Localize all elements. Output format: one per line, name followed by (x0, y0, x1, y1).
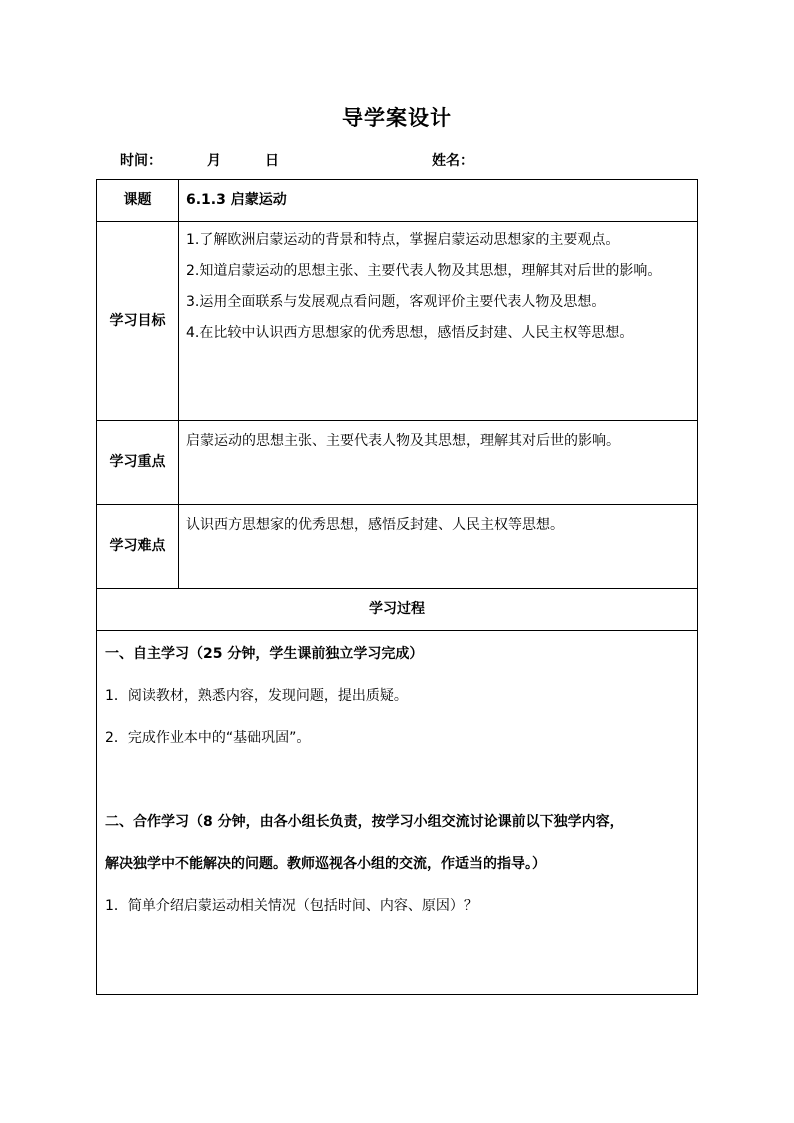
month-label: 月 (207, 153, 221, 169)
objective-item: 4.在比较中认识西方思想家的优秀思想，感悟反封建、人民主权等思想。 (186, 325, 634, 341)
topic-row (97, 180, 698, 222)
objective-item: 3.运用全面联系与发展观点看问题，客观评价主要代表人物及思想。 (186, 294, 606, 310)
day-label: 日 (265, 153, 279, 169)
page-title: 导学案设计 (342, 106, 452, 130)
section-2-title-line-1: 二、合作学习（8 分钟，由各小组长负责，按学习小组交流讨论课前以下独学内容， (105, 814, 624, 830)
section-1-title: 一、自主学习（25 分钟，学生课前独立学习完成） (105, 646, 424, 662)
process-body-row (97, 631, 698, 995)
process-body (97, 631, 698, 995)
objective-item: 1.了解欧洲启蒙运动的背景和特点，掌握启蒙运动思想家的主要观点。 (186, 232, 620, 248)
key-points-row (97, 421, 698, 505)
objectives-row (97, 222, 698, 421)
key-points-content: 启蒙运动的思想主张、主要代表人物及其思想，理解其对后世的影响。 (179, 421, 698, 505)
process-header-row (97, 589, 698, 631)
time-label: 时间： (120, 153, 162, 169)
blank-line (105, 759, 691, 801)
difficulties-label: 学习难点 (97, 505, 179, 589)
key-points-label: 学习重点 (97, 421, 179, 505)
section-1-item: 2．完成作业本中的“基础巩固”。 (105, 730, 311, 746)
objective-item: 2.知道启蒙运动的思想主张、主要代表人物及其思想，理解其对后世的影响。 (186, 263, 662, 279)
lesson-plan-table (96, 179, 698, 995)
topic-value: 6.1.3 启蒙运动 (179, 180, 698, 222)
difficulties-content: 认识西方思想家的优秀思想，感悟反封建、人民主权等思想。 (179, 505, 698, 589)
objectives-content (179, 222, 698, 421)
section-2-title-line-2: 解决独学中不能解决的问题。教师巡视各小组的交流，作适当的指导。） (105, 856, 546, 872)
section-2-item: 1．简单介绍启蒙运动相关情况（包括时间、内容、原因）？ (105, 898, 478, 914)
difficulties-row (97, 505, 698, 589)
process-header: 学习过程 (97, 589, 698, 631)
objectives-label: 学习目标 (97, 222, 179, 421)
topic-label: 课题 (97, 180, 179, 222)
section-1-item: 1．阅读教材，熟悉内容，发现问题，提出质疑。 (105, 688, 408, 704)
name-label: 姓名： (432, 153, 474, 169)
